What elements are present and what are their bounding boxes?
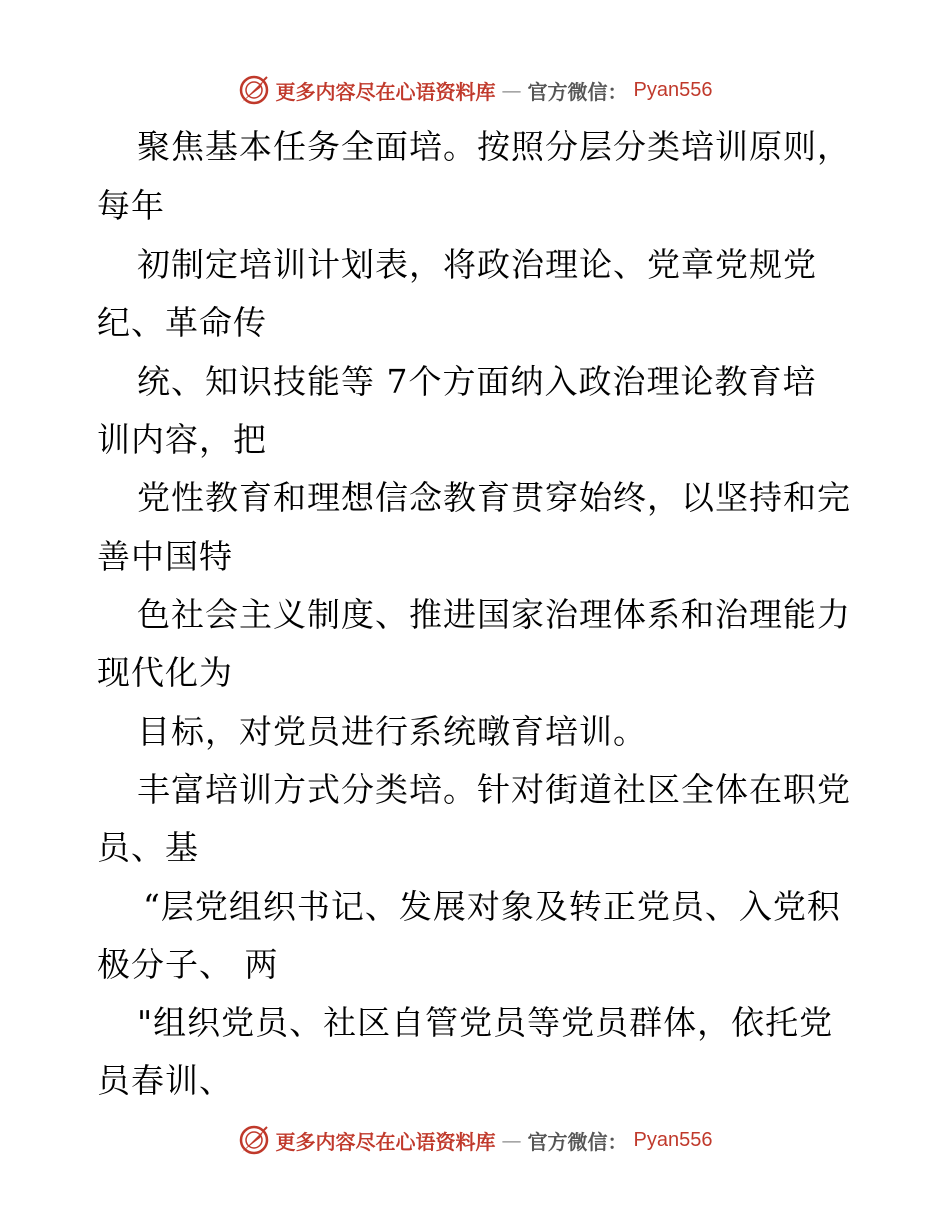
text-line: 员、基 <box>97 828 199 867</box>
watermark-dash: — <box>501 1128 522 1152</box>
text-line: 目标，对党员进行系统暾育培训。 <box>137 712 647 751</box>
text-line: “层党组织书记、发展对象及转正党员、入党积 <box>143 887 841 926</box>
text-line: 现代化为 <box>97 653 233 692</box>
text-line: 每年 <box>97 186 165 225</box>
text-line: 员春训、 <box>97 1061 233 1100</box>
watermark-official-label: 官方微信： <box>527 79 628 104</box>
watermark-brand: 更多内容尽在心语资料库 <box>275 79 496 104</box>
quill-circle-icon <box>238 1124 270 1156</box>
watermark-wechat-id: Pyan556 <box>633 78 713 101</box>
watermark-official-label: 官方微信： <box>527 1129 628 1154</box>
text-line: 色社会主义制度、推进国家治理体系和治理能力 <box>137 595 851 634</box>
watermark-wechat-id: Pyan556 <box>633 1128 713 1151</box>
text-line: "组织党员、社区自管党员等党员群体，依托党 <box>137 1003 834 1042</box>
text-line: 聚焦基本任务全面培。按照分层分类培训原则， <box>137 127 851 166</box>
text-line: 善中国特 <box>97 537 233 576</box>
text-line: 纪、革命传 <box>97 303 267 342</box>
text-line: 极分子、 两 <box>97 945 279 984</box>
text-line: 统、知识技能等 7个方面纳入政治理论教育培 <box>137 362 817 401</box>
watermark-dash: — <box>501 78 522 102</box>
watermark-inner <box>238 1124 713 1156</box>
text-line: 训内容，把 <box>97 420 267 459</box>
text-line: 党性教育和理想信念教育贯穿始终，以坚持和完 <box>137 478 851 517</box>
watermark-brand: 更多内容尽在心语资料库 <box>275 1129 496 1154</box>
text-line: 丰富培训方式分类培。针对街道社区全体在职党 <box>137 770 851 809</box>
text-line: 初制定培训计划表，将政治理论、党章党规党 <box>137 245 817 284</box>
footer-watermark <box>0 1120 950 1160</box>
